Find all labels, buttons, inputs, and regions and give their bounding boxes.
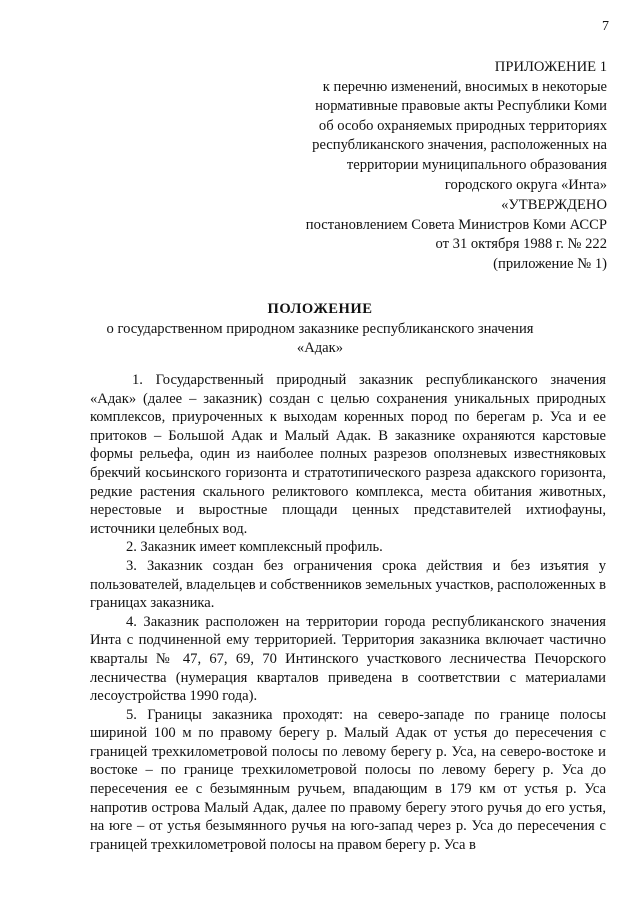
paragraph-2: 2. Заказник имеет комплексный профиль. — [126, 539, 383, 556]
paragraph-1: 1. Государственный природный заказник республиканского значения «Адак» (далее – заказник) создан с целью сохранения уникальных природных комплексов, приуроченных к выходам коренных пород по берегам р. Уса и ее притоков – Большой Адак и Малый Адак. В заказнике охраняются карстовые формы рельефа, один из наиболее полных разрезов оползневых известняковых брекчий косьинского горизонта и стратотипического разреза адакского горизонта, редкие растения скального реликтового комплекса, места обитания животных, нерестовые и выростные площади ценных представителей ихтиофауны, источники целебных вод. — [90, 372, 606, 537]
paragraph-3: 3. Заказник создан без ограничения срока действия и без изъятия у пользователей, владельцев и собственников земельных участков, расположенных в границах заказника. — [90, 557, 606, 612]
approval-line: постановлением Совета Министров Коми АССР — [305, 216, 607, 233]
appendix-line: нормативные правовые акты Республики Коми — [315, 98, 607, 115]
title-subtitle: «Адак» — [296, 340, 344, 357]
approval-line: (приложение № 1) — [493, 255, 607, 272]
paragraph-5: 5. Границы заказника проходят: на северо-западе по границе полосы шириной 100 м по правому берегу р. Малый Адак от устья до пересечения с границей трехкилометровой полосы по левому берегу р. Уса, на северо-востоке и востоке – по границе трехкилометровой полосы по левому берегу р. Уса до пересечения ее с безымянным ручьем, впадающим в 179 км от устья р. Уса напротив острова Малый Адак, далее по правому берегу этого ручья до его устья, на юге – от устья безымянного ручья на юго-запад через р. Уса до пересечения с границей трехкилометровой полосы на правом берегу р. Уса в — [90, 706, 606, 853]
title-main: ПОЛОЖЕНИЕ — [267, 301, 373, 317]
appendix-line: территории муниципального образования — [346, 156, 607, 173]
approval-line: от 31 октября 1988 г. № 222 — [435, 236, 607, 253]
appendix-line: к перечню изменений, вносимых в некоторые — [322, 78, 607, 95]
document-title — [0, 300, 640, 359]
appendix-line: городского округа «Инта» — [444, 176, 607, 193]
appendix-line: республиканского значения, расположенных на — [312, 137, 607, 154]
document-body — [90, 371, 606, 854]
title-subtitle: о государственном природном заказнике республиканского значения — [106, 320, 534, 337]
appendix-heading: ПРИЛОЖЕНИЕ 1 — [494, 59, 607, 75]
appendix-header — [277, 58, 607, 195]
appendix-line: об особо охраняемых природных территориях — [318, 117, 607, 134]
page-number: 7 — [602, 19, 609, 34]
paragraph-4: 4. Заказник расположен на территории города республиканского значения Инта с подчиненной ему территорией. Территория заказника включает частично кварталы № 47, 67, 69, 70 Интинского участкового лесничества Печорского лесничества (нумерация кварталов приведена в соответствии с материалами лесоустройства 1990 года). — [90, 613, 606, 705]
approval-block — [277, 196, 607, 274]
approval-line: «УТВЕРЖДЕНО — [501, 197, 607, 213]
